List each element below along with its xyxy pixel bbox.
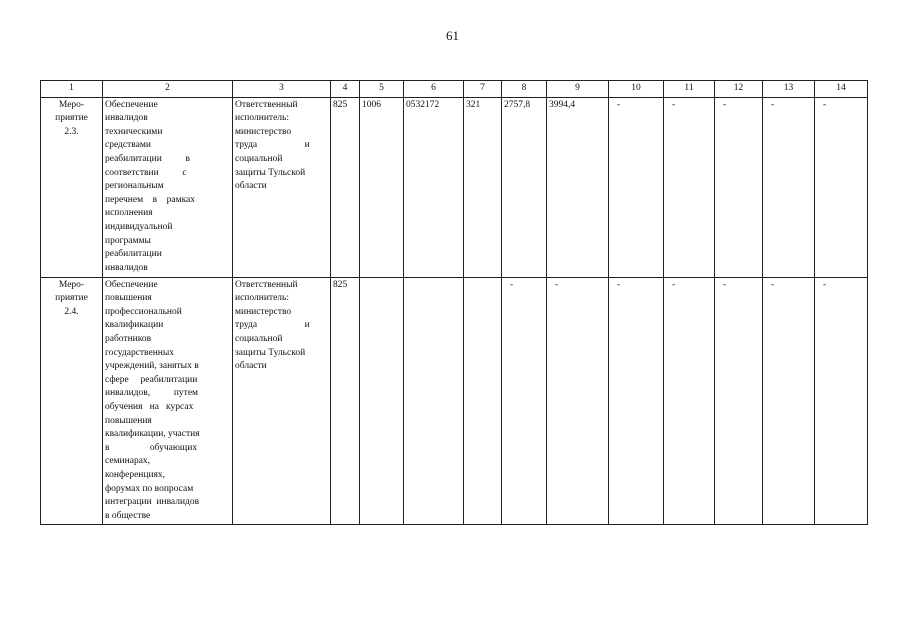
executor-line: труда и	[235, 320, 310, 331]
description-line: исполнения	[105, 208, 153, 219]
description-line: техническими	[105, 126, 163, 137]
cell-col5	[360, 277, 404, 525]
description-line: работников	[105, 333, 152, 344]
description-line: инвалидов	[105, 262, 148, 273]
cell-col11	[664, 97, 715, 277]
dash-value: -	[823, 279, 827, 290]
executor-line: социальной	[235, 153, 283, 164]
column-header: 10	[609, 81, 664, 98]
description-line: повышения	[105, 415, 152, 426]
column-header: 2	[103, 81, 233, 98]
description-line: перечнем в рамках	[105, 194, 196, 205]
executor-line: Ответственный	[235, 279, 298, 290]
executor-cell	[233, 97, 331, 277]
dash-value: -	[723, 279, 727, 290]
measure-id-line: 2.3.	[64, 126, 79, 137]
description-line: повышения	[105, 293, 152, 304]
cell-col12	[715, 277, 763, 525]
executor-cell	[233, 277, 331, 525]
executor-line: области	[235, 361, 267, 372]
column-header: 4	[331, 81, 360, 98]
description-line: интеграции инвалидов	[105, 497, 200, 508]
cell-col6	[404, 277, 464, 525]
measure-id-line: 2.4.	[64, 306, 79, 317]
description-line: соответствии с	[105, 167, 187, 178]
executor-line: защиты Тульской	[235, 167, 306, 178]
dash-value: -	[672, 279, 676, 290]
description-line: конференциях,	[105, 469, 166, 480]
measure-id-cell	[41, 97, 103, 277]
header-row	[41, 81, 868, 98]
dash-value: -	[771, 99, 775, 110]
description-line: инвалидов, путем	[105, 388, 199, 399]
executor-line: защиты Тульской	[235, 347, 306, 358]
description-line: реабилитации в	[105, 153, 191, 164]
cell-col14	[815, 277, 868, 525]
description-line: в обществе	[105, 510, 151, 521]
table-row	[41, 97, 868, 277]
description-line: инвалидов	[105, 113, 148, 124]
executor-line: социальной	[235, 333, 283, 344]
dash-value: -	[510, 279, 514, 290]
cell-col12	[715, 97, 763, 277]
cell-col10	[609, 277, 664, 525]
cell-col8: 2757,8	[502, 97, 547, 277]
description-line: Обеспечение	[105, 99, 158, 110]
description-line: Обеспечение	[105, 279, 158, 290]
column-header: 9	[547, 81, 609, 98]
description-line: средствами	[105, 140, 151, 151]
executor-line: исполнитель:	[235, 113, 289, 124]
page-number: 61	[446, 28, 459, 43]
dash-value: -	[555, 279, 559, 290]
executor-line: министерство	[235, 306, 292, 317]
description-line: квалификации, участия	[105, 429, 200, 440]
cell-col13	[763, 277, 815, 525]
dash-value: -	[771, 279, 775, 290]
cell-col7: 321	[464, 97, 502, 277]
executor-line: Ответственный	[235, 99, 298, 110]
dash-value: -	[617, 279, 621, 290]
cell-col9	[547, 277, 609, 525]
cell-col13	[763, 97, 815, 277]
description-line: квалификации	[105, 320, 164, 331]
executor-line: области	[235, 181, 267, 192]
description-line: государственных	[105, 347, 175, 358]
cell-col14	[815, 97, 868, 277]
column-header: 3	[233, 81, 331, 98]
dash-value: -	[672, 99, 676, 110]
executor-line: министерство	[235, 126, 292, 137]
dash-value: -	[723, 99, 727, 110]
column-header: 7	[464, 81, 502, 98]
description-line: сфере реабилитации	[105, 374, 198, 385]
column-header: 1	[41, 81, 103, 98]
description-line: обучения на курсах	[105, 401, 194, 412]
column-header: 8	[502, 81, 547, 98]
program-table	[40, 80, 868, 525]
column-header: 5	[360, 81, 404, 98]
column-header: 13	[763, 81, 815, 98]
description-line: реабилитации	[105, 249, 162, 260]
table-row	[41, 277, 868, 525]
column-header: 12	[715, 81, 763, 98]
column-header: 11	[664, 81, 715, 98]
cell-col4: 825	[331, 97, 360, 277]
description-line: семинарах,	[105, 456, 151, 467]
measure-description-cell	[103, 97, 233, 277]
description-line: учреждений, занятых в	[105, 361, 199, 372]
column-header: 6	[404, 81, 464, 98]
cell-col6: 0532172	[404, 97, 464, 277]
cell-col11	[664, 277, 715, 525]
dash-value: -	[617, 99, 621, 110]
measure-id-line: приятие	[55, 113, 88, 124]
description-line: программы	[105, 235, 151, 246]
description-line: в обучающих	[105, 442, 198, 453]
cell-col10	[609, 97, 664, 277]
executor-line: труда и	[235, 140, 310, 151]
description-line: профессиональной	[105, 306, 182, 317]
cell-col4: 825	[331, 277, 360, 525]
description-line: форумах по вопросам	[105, 483, 194, 494]
executor-line: исполнитель:	[235, 293, 289, 304]
measure-id-line: приятие	[55, 293, 88, 304]
measure-description-cell	[103, 277, 233, 525]
measure-id-line: Меро-	[58, 99, 85, 110]
column-header: 14	[815, 81, 868, 98]
cell-col7	[464, 277, 502, 525]
description-line: индивидуальной	[105, 221, 173, 232]
dash-value: -	[823, 99, 827, 110]
measure-id-line: Меро-	[58, 279, 85, 290]
cell-col5: 1006	[360, 97, 404, 277]
cell-col9: 3994,4	[547, 97, 609, 277]
measure-id-cell	[41, 277, 103, 525]
description-line: региональным	[105, 181, 164, 192]
cell-col8	[502, 277, 547, 525]
